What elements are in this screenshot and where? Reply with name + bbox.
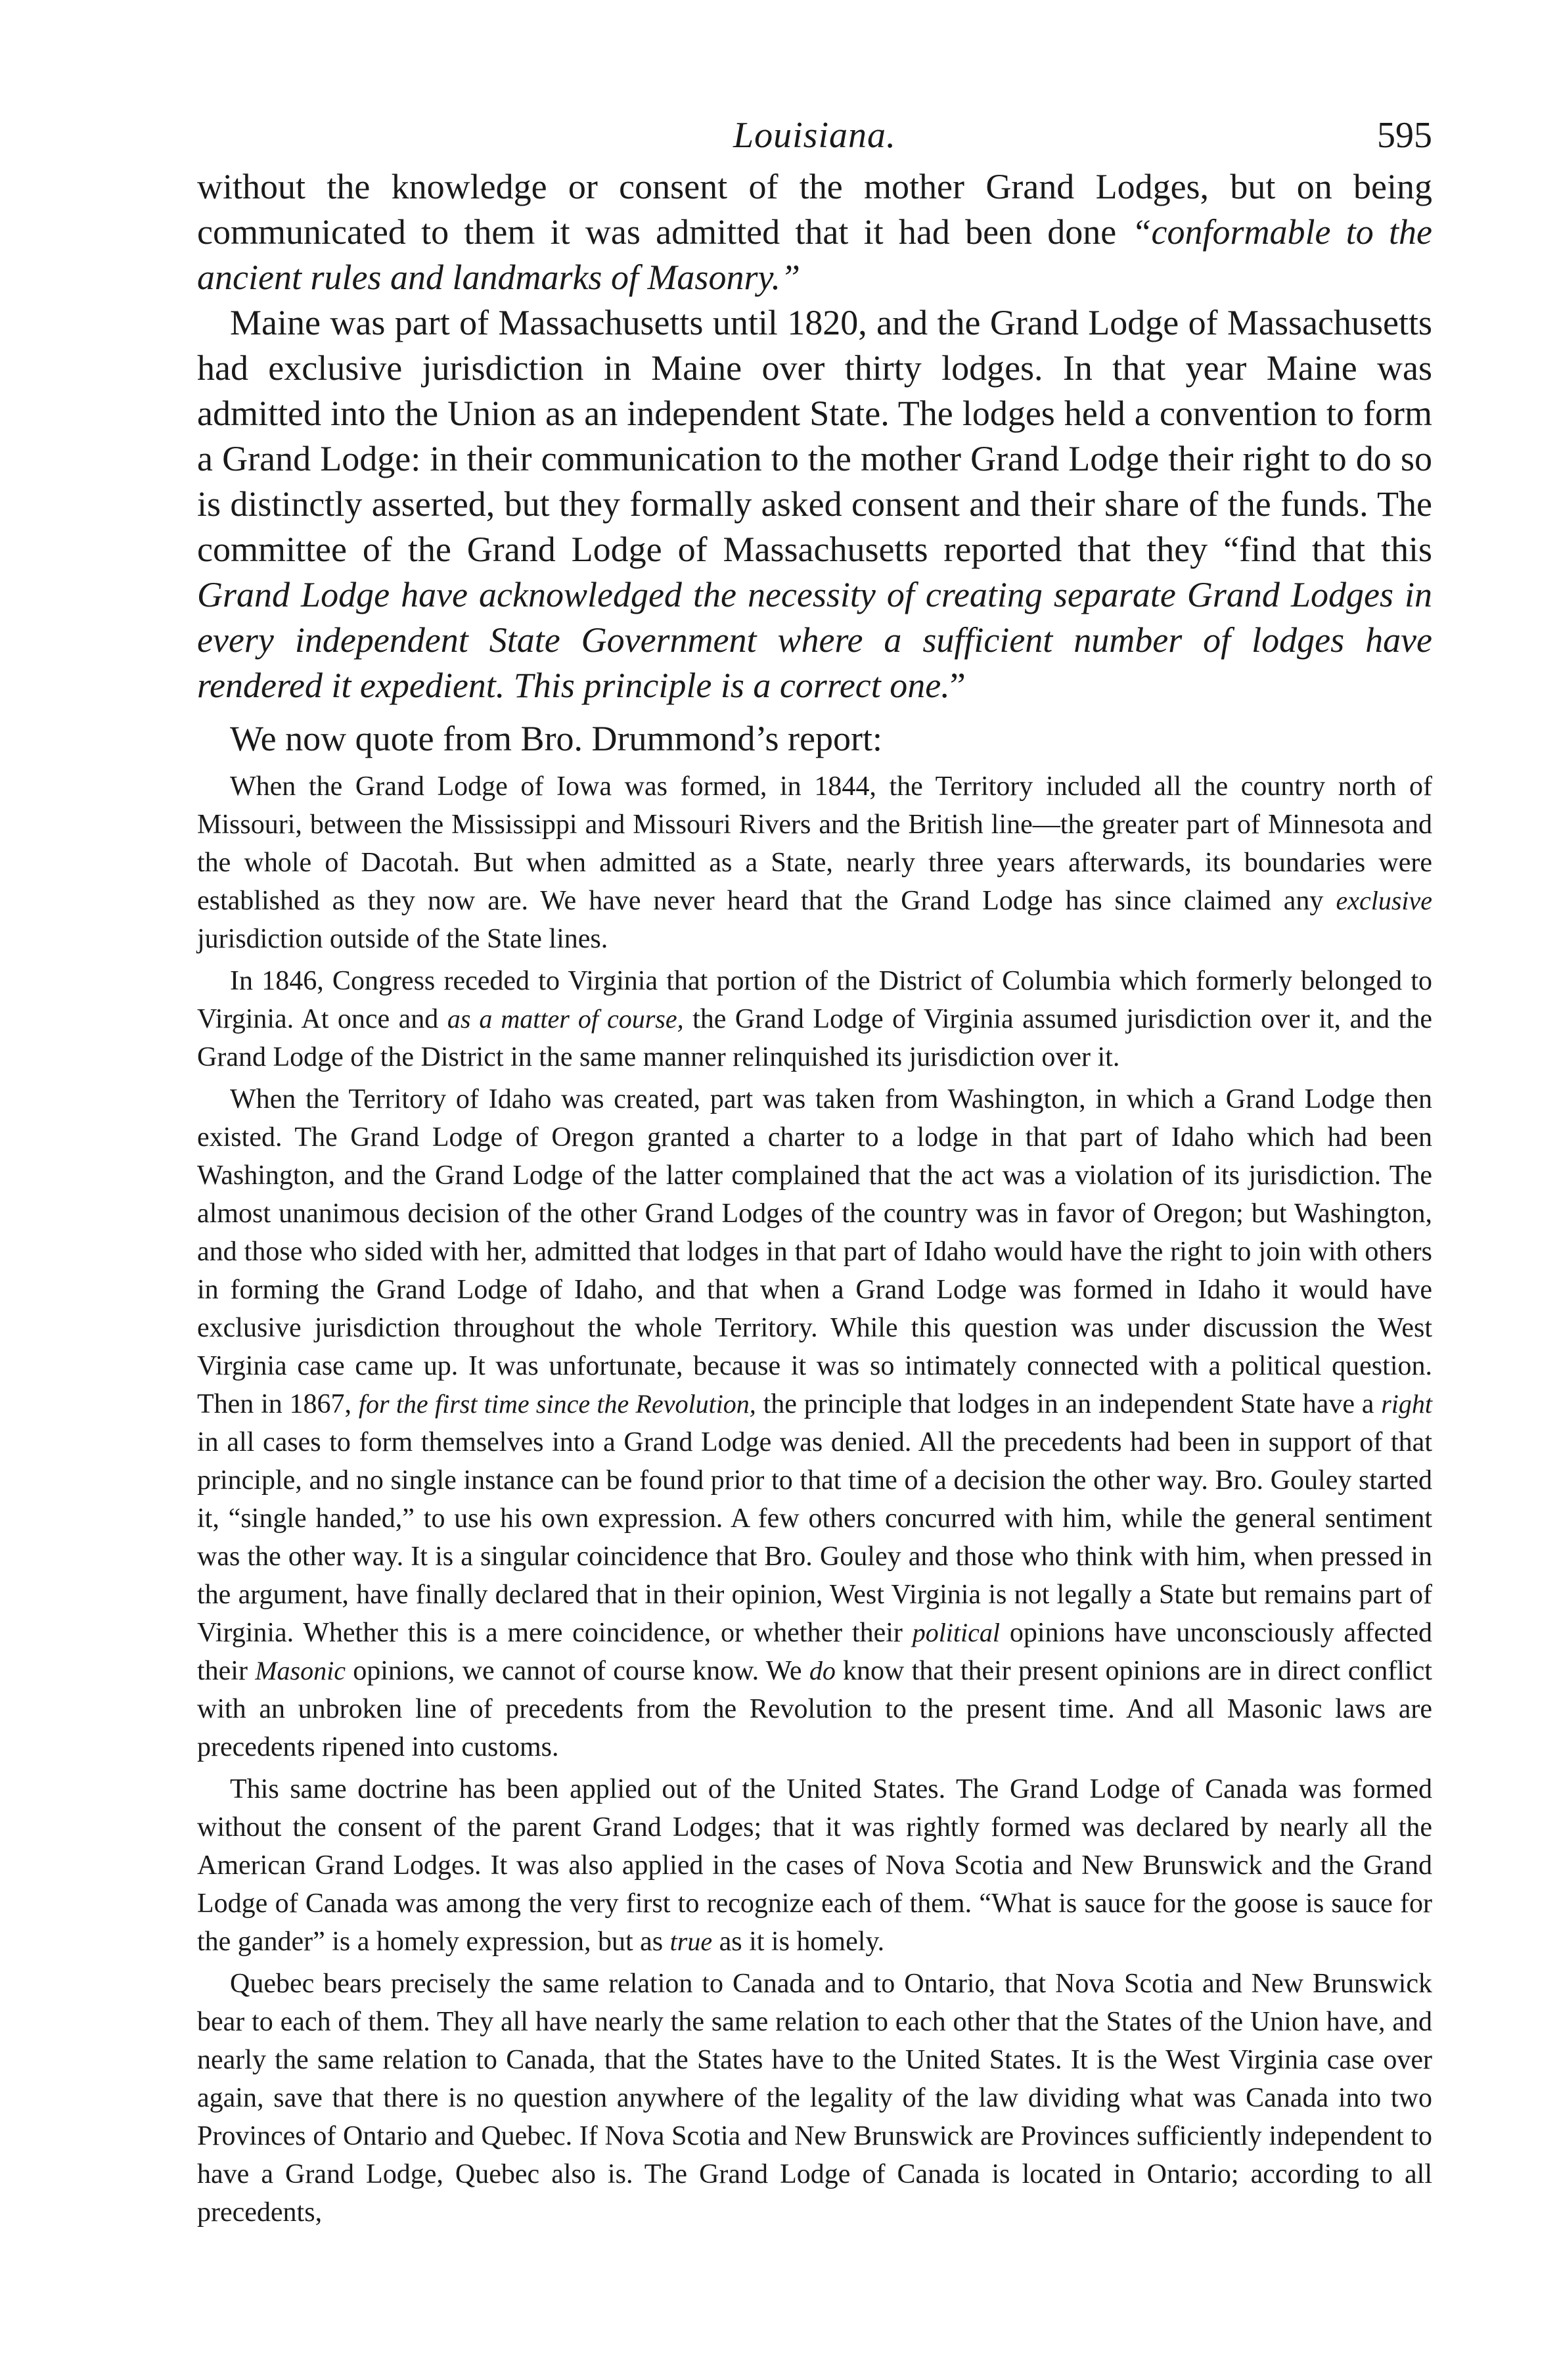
text-run: know that their present opinions are in direct conflict with an unbroken line of precedents from the Revolution to the present time. And all Masonic laws are precedents ripened into customs. (197, 1656, 1432, 1762)
text-run: ” (949, 666, 966, 705)
text-run: In 1846, Congress receded to Virginia that portion of the District of Columbia which formerly belonged to Virginia. At once and (197, 966, 1432, 1034)
quote-paragraph-quebec: Quebec bears precisely the same relation to Canada and to Ontario, that Nova Scotia and New Brunswick bear to each of them. They all have nearly the same relation to each other that the States of the Union have, and nearly the same relation to Canada, that the States have to the United States. It is the West Virginia case over again, save that there is no question anywhere of the legality of the law dividing what was Canada into two Provinces of Ontario and Quebec. If Nova Scotia and New Brunswick are Provinces sufficiently independent to have a Grand Lodge, Quebec also is. The Grand Lodge of Canada is located in Ontario; according to all precedents, (197, 1969, 1432, 2228)
text-run: When the Territory of Idaho was created, part was taken from Washington, in which a Grand Lodge then existed. The Grand Lodge of Oregon granted a charter to a lodge in that part of Idaho which had been Washington, and the Grand Lodge of the latter complained that the act was a violation of its jurisdiction. The almost unanimous decision of the other Grand Lodges of the country was in favor of Oregon; but Washington, and those who sided with her, admitted that lodges in that part of Idaho would have the right to join with others in forming the Grand Lodge of Idaho, and that when a Grand Lodge was formed in Idaho it would have exclusive jurisdiction throughout the whole Territory. While this question was under discussion the West Virginia case came up. It was unfortunate, because it was so intimately connected with a political question. Then in 1867, (197, 1084, 1432, 1419)
italic-word: exclusive (1336, 886, 1432, 915)
text-run: jurisdiction outside of the State lines. (197, 924, 608, 954)
italic-word: true (669, 1927, 713, 1956)
page-number: 595 (1377, 115, 1432, 156)
quote-paragraph-canada (197, 1770, 1432, 1961)
block-quotation (197, 767, 1432, 2231)
quote-intro: We now quote from Bro. Drummond’s report: (230, 719, 882, 758)
running-head (197, 99, 1432, 164)
book-page (197, 99, 1432, 2231)
quote-paragraph-iowa (197, 767, 1432, 958)
text-run: Maine was part of Massachusetts until 1820, and the Grand Lodge of Massachusetts had exclusive jurisdiction in Maine over thirty lodges. In that year Maine was admitted into the Union as an independent State. The lodges held a convention to form a Grand Lodge: in their communication to the mother Grand Lodge their right to do so is distinctly asserted, but they formally asked consent and their share of the funds. The committee of the Grand Lodge of Massachusetts reported that they “find that this (197, 303, 1432, 569)
running-title: Louisiana. (733, 115, 897, 156)
text-run: This same doctrine has been applied out of the United States. The Grand Lodge of Canada was formed without the consent of the parent Grand Lodges; that it was rightly formed was declared by nearly all the American Grand Lodges. It was also applied in the cases of Nova Scotia and New Brunswick and the Grand Lodge of Canada was among the very first to recognize each of them. “What is sauce for the goose is sauce for the gander” is a homely expression, but as (197, 1774, 1432, 1957)
italic-word: Masonic (255, 1656, 346, 1685)
text-run: When the Grand Lodge of Iowa was formed, in 1844, the Territory included all the country north of Missouri, between the Mississippi and Missouri Rivers and the British line—the greater part of Minnesota and the whole of Dacotah. But when admitted as a State, nearly three years afterwards, its boundaries were established as they now are. We have never heard that the Grand Lodge has since claimed any (197, 771, 1432, 916)
text-run: without the knowledge or consent of the mother Grand Lodges, but on being communicated to them it was admitted that it had been done (197, 167, 1432, 252)
italic-phrase: as a matter of course, (447, 1004, 684, 1034)
quote-paragraph-virginia (197, 962, 1432, 1076)
italic-phrase: for the first time since the Revolution, (358, 1389, 756, 1419)
paragraph-maine (197, 300, 1432, 708)
italic-word: political (912, 1618, 1001, 1647)
italic-word: right (1381, 1389, 1432, 1419)
italic-quotation: “conformable to the ancient rules and landmarks of Masonry.” (197, 212, 1432, 297)
quote-paragraph-idaho (197, 1080, 1432, 1766)
text-run: opinions have unconsciously affected their (197, 1618, 1432, 1686)
italic-quotation: Grand Lodge have acknowledged the necessity of creating separate Grand Lodges in every independent State Government where a sufficient number of lodges have rendered it expedient. This principle is a correct one. (197, 575, 1432, 705)
text-run: the principle that lodges in an independent State have a (756, 1389, 1382, 1419)
italic-word: do (809, 1656, 836, 1685)
text-run: opinions, we cannot of course know. We (345, 1656, 809, 1686)
text-run: as it is homely. (712, 1927, 885, 1957)
text-run: in all cases to form themselves into a Grand Lodge was denied. All the precedents had been in support of that principle, and no single instance can be found prior to that time of a decision the other way. Bro. Gouley started it, “single handed,” to use his own expression. A few others concurred with him, while the general sentiment was the other way. It is a singular coincidence that Bro. Gouley and those who think with him, when pressed in the argument, have finally declared that in their opinion, West Virginia is not legally a State but remains part of Virginia. Whether this is a mere coincidence, or whether their (197, 1427, 1432, 1648)
main-text (197, 164, 1432, 708)
text-run: the Grand Lodge of Virginia assumed jurisdiction over it, and the Grand Lodge of the District in the same manner relinquished its jurisdiction over it. (197, 1004, 1432, 1072)
paragraph-continuation (197, 164, 1432, 300)
